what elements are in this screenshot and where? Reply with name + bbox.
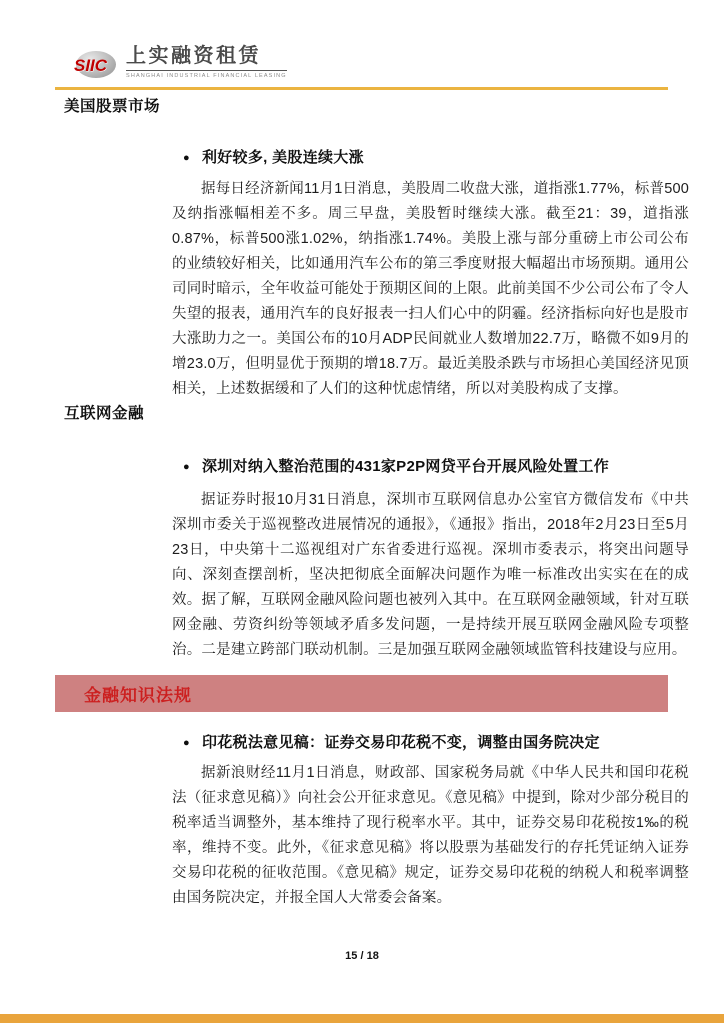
section-heading-us-stock: 美国股票市场 [64, 98, 161, 115]
banner-title: 金融知识法规 [84, 686, 192, 705]
footer-rule [0, 1014, 724, 1023]
company-name-cn: 上实融资租赁 [126, 44, 287, 71]
bullet-title-stamp-tax [183, 731, 683, 752]
bullet-title-us-stock [183, 146, 683, 167]
section-heading-internet-finance: 互联网金融 [64, 405, 145, 422]
bullet-title-text: 深圳对纳入整治范围的431家P2P网贷平台开展风险处置工作 [201, 458, 610, 475]
paragraph-internet-finance: 据证券时报10月31日消息，深圳市互联网信息办公室官方微信发布《中共深圳市委关于巡视整改进展情况的通报》，《通报》指出，2018年2月23日至5月23日，中央第十二巡视组对广东省委进行巡视。深圳市委表示，将突出问题导向、深刻查摆剖析，坚决把彻底全面解决问题作为唯一标准改出实实在在的成效。据了解，互联网金融风险问题也被列入其中。在互联网金融领域，针对互联网金融、劳资纠纷等领域矛盾多发问题，一是持续开展互联网金融风险专项整治。二是建立跨部门联动机制。三是加强互联网金融领域监管科技建设与应用。 [172, 492, 689, 658]
bullet-icon: ● [183, 737, 190, 749]
paragraph-us-stock: 据每日经济新闻11月1日消息，美股周二收盘大涨，道指涨1.77%，标普500及纳指涨幅相差不多。周三早盘，美股暂时继续大涨。截至21：39，道指涨0.87%，标普500涨1.02%，纳指涨1.74%。美股上涨与部分重磅上市公司公布的业绩较好相关，比如通用汽车公布的第三季度财报大幅超出市场预期。通用公司同时暗示，全年收益可能处于预期区间的上限。此前美国不少公司公布了令人失望的报表，通用汽车的良好报表一扫人们心中的阴霾。经济指标向好也是股市大涨助力之一。美国公布的10月ADP民间就业人数增加22.7万，略微不如9月的增23.0万，但明显优于预期的增18.7万。最近美股杀跌与市场担心美国经济见顶相关，上述数据缓和了人们的这种忧虑情绪，所以对美股构成了支撑。 [172, 181, 689, 397]
company-name-en: SHANGHAI INDUSTRIAL FINANCIAL LEASING [126, 73, 287, 79]
siic-globe-logo-icon [74, 50, 118, 80]
bullet-icon: ● [183, 461, 190, 473]
header-rule [55, 87, 668, 90]
paragraph-stamp-tax: 据新浪财经11月1日消息，财政部、国家税务局就《中华人民共和国印花税法（征求意见稿）》向社会公开征求意见。《意见稿》中提到，除对少部分税目的税率适当调整外，基本维持了现行税率水平。其中，证券交易印花税按1‰的税率，维持不变。此外，《征求意见稿》将以股票为基础发行的存托凭证纳入证券交易印花税的征收范围。《意见稿》规定，证券交易印花税的纳税人和税率调整由国务院决定，并报全国人大常委会备案。 [172, 765, 689, 906]
page-number: 15 / 18 [345, 950, 379, 962]
bullet-icon: ● [183, 152, 190, 164]
bullet-title-text: 印花税法意见稿：证券交易印花税不变，调整由国务院决定 [201, 734, 600, 751]
company-logo [74, 44, 287, 80]
siic-wordmark: SIIC [74, 56, 108, 75]
bullet-title-internet-finance [183, 455, 683, 476]
bullet-title-text: 利好较多, 美股连续大涨 [201, 149, 364, 166]
section-banner-finance-law [55, 675, 668, 712]
logo-text [126, 44, 287, 79]
